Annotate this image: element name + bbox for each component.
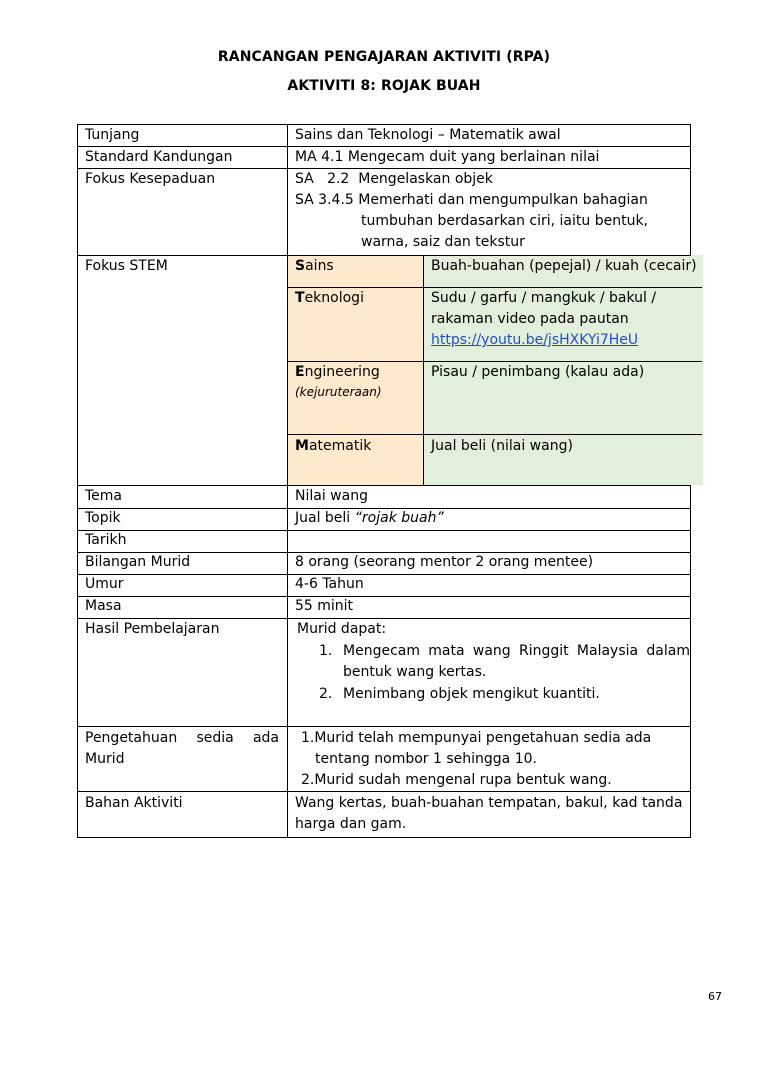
fokus-kesepaduan-line-1: SA 2.2 Mengelaskan objek	[295, 171, 493, 187]
value-tunjang: Sains dan Teknologi – Matematik awal	[295, 127, 561, 143]
value-umur: 4-6 Tahun	[295, 576, 364, 592]
stem-sains-rest: ains	[305, 258, 334, 274]
stem-engineering-note: (kejuruteraan)	[295, 385, 382, 399]
stem-matematik-initial: M	[295, 438, 309, 454]
fokus-kesepaduan-line-3: tumbuhan berdasarkan ciri, iaitu bentuk,	[361, 213, 648, 229]
stem-teknologi-link[interactable]	[424, 330, 638, 351]
bahan-line-1: Wang kertas, buah-buahan tempatan, bakul, kad tanda	[295, 795, 683, 811]
label-tarikh: Tarikh	[85, 532, 127, 548]
stem-teknologi-line-2: rakaman video pada pautan	[431, 311, 629, 327]
hasil-item-1-line-1: Mengecam mata wang Ringgit Malaysia dalam	[343, 643, 690, 659]
label-tema: Tema	[85, 488, 123, 504]
label-pengetahuan-word-2: sedia	[196, 730, 234, 746]
label-hasil-pembelajaran: Hasil Pembelajaran	[85, 621, 220, 637]
stem-teknologi-line-1: Sudu / garfu / mangkuk / bakul /	[431, 290, 657, 306]
stem-matematik-rest: atematik	[308, 438, 372, 454]
stem-engineering-rest: ngineering	[304, 364, 380, 380]
row-line	[77, 837, 691, 838]
label-umur: Umur	[85, 576, 124, 592]
label-bilangan-murid: Bilangan Murid	[85, 554, 191, 570]
value-masa: 55 minit	[295, 598, 354, 614]
table-column-divider	[287, 124, 288, 837]
fokus-kesepaduan-line-4: warna, saiz dan tekstur	[361, 234, 525, 250]
page-number: 67	[708, 990, 722, 1003]
value-standard-kandungan: MA 4.1 Mengecam duit yang berlainan nilai	[295, 149, 600, 165]
stem-sains-value: Buah-buahan (pepejal) / kuah (cecair)	[431, 258, 697, 274]
stem-row-line	[288, 434, 702, 435]
stem-teknologi-initial: T	[295, 290, 305, 306]
label-standard-kandungan: Standard Kandungan	[85, 149, 233, 165]
label-pengetahuan-word-1: Pengetahuan	[85, 730, 178, 746]
stem-teknologi-label	[288, 288, 364, 309]
hasil-item-1-line-2: bentuk wang kertas.	[343, 664, 487, 680]
label-pengetahuan-line-1	[78, 728, 286, 749]
stem-engineering-label	[288, 362, 380, 383]
row-line	[77, 485, 691, 486]
row-line	[77, 596, 691, 597]
stem-sains-initial: S	[295, 258, 306, 274]
label-pengetahuan-line-2: Murid	[85, 751, 125, 767]
bahan-line-2: harga dan gam.	[295, 816, 407, 832]
value-tema: Nilai wang	[295, 488, 368, 504]
label-pengetahuan-word-3: ada	[252, 730, 279, 746]
pengetahuan-line-1: 1.Murid telah mempunyai pengetahuan sedia ada	[301, 730, 652, 746]
pengetahuan-line-3: 2.Murid sudah mengenal rupa bentuk wang.	[301, 772, 612, 788]
label-bahan-aktiviti: Bahan Aktiviti	[85, 795, 183, 811]
topik-italic: “rojak buah”	[354, 510, 444, 526]
stem-sains-label	[288, 256, 334, 277]
row-line	[77, 530, 691, 531]
stem-engineering-initial: E	[295, 364, 305, 380]
hasil-item-1-number: 1.	[319, 643, 333, 659]
stem-matematik-value: Jual beli (nilai wang)	[431, 438, 573, 454]
hasil-item-2: Menimbang objek mengikut kuantiti.	[343, 686, 600, 702]
row-line	[77, 791, 691, 792]
topik-plain: Jual beli	[295, 510, 355, 526]
value-bilangan-murid: 8 orang (seorang mentor 2 orang mentee)	[295, 554, 594, 570]
table-right-border-top	[690, 124, 691, 255]
video-link[interactable]: https://youtu.be/jsHXKYi7HeU	[431, 332, 639, 348]
label-fokus-kesepaduan: Fokus Kesepaduan	[85, 171, 216, 187]
row-line	[77, 726, 691, 727]
document-title: RANCANGAN PENGAJARAN AKTIVITI (RPA)	[217, 49, 551, 65]
document-subtitle: AKTIVITI 8: ROJAK BUAH	[287, 78, 481, 94]
stem-matematik-label	[288, 436, 371, 457]
table-right-border-bottom	[690, 485, 691, 837]
stem-engineering-value: Pisau / penimbang (kalau ada)	[431, 364, 645, 380]
label-topik: Topik	[85, 510, 121, 526]
label-tunjang: Tunjang	[85, 127, 140, 143]
value-topik	[288, 508, 444, 529]
hasil-item-2-number: 2.	[319, 686, 333, 702]
fokus-kesepaduan-line-2: SA 3.4.5 Memerhati dan mengumpulkan bahagian	[295, 192, 648, 208]
label-fokus-stem: Fokus STEM	[85, 258, 168, 274]
label-masa: Masa	[85, 598, 122, 614]
stem-teknologi-rest: eknologi	[304, 290, 364, 306]
row-line	[77, 574, 691, 575]
pengetahuan-line-2: tentang nombor 1 sehingga 10.	[315, 751, 537, 767]
hasil-intro: Murid dapat:	[297, 621, 387, 637]
